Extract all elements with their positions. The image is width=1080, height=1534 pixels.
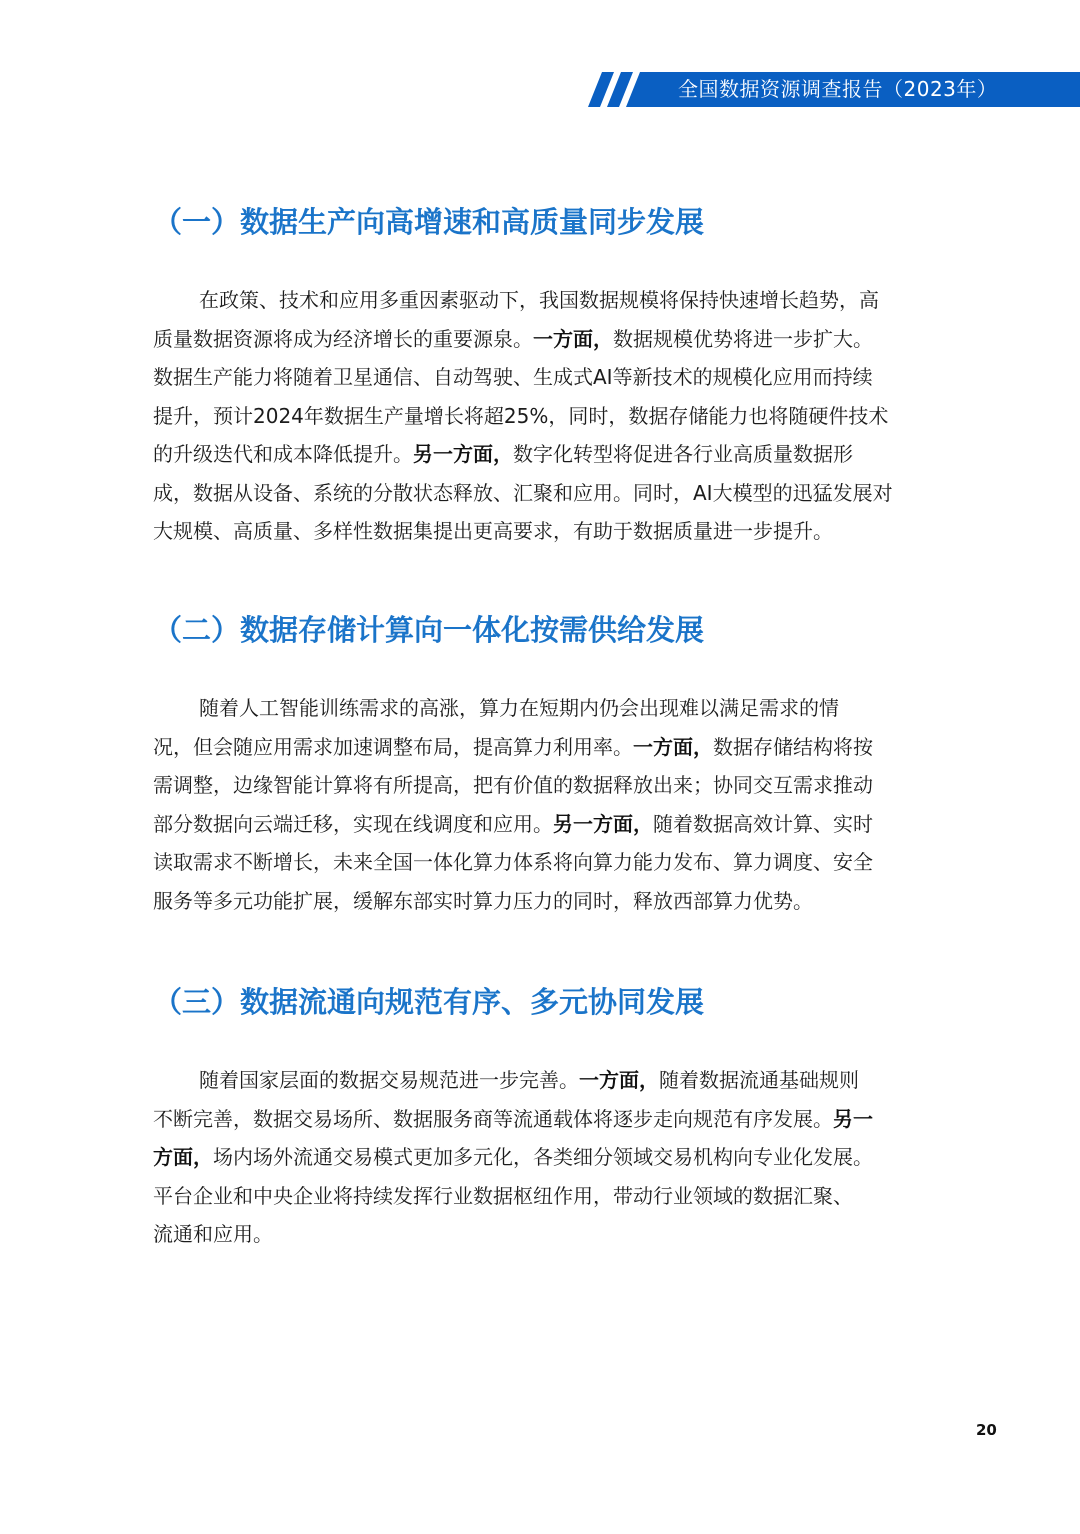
paragraph-line	[153, 1177, 933, 1216]
section-heading-2: （二）数据存储计算向一体化按需供给发展	[153, 613, 705, 647]
paragraph-line	[153, 689, 933, 728]
text-run: 数据规模优势将进一步扩大。	[613, 326, 873, 351]
text-run: 读取需求不断增长，未来全国一体化算力体系将向算力能力发布、算力调度、安全	[153, 850, 873, 874]
paragraph-line	[153, 1215, 933, 1254]
text-run: 数据生产能力将随着卫星通信、自动驾驶、生成式AI等新技术的规模化应用而持续	[153, 365, 873, 389]
text-run: 不断完善，数据交易场所、数据服务商等流通载体将逐步走向规范有序发展。	[153, 1106, 833, 1131]
text-run: 数据存储结构将按	[713, 734, 873, 759]
text-run: 随着人工智能训练需求的高涨，算力在短期内仍会出现难以满足需求的情	[199, 696, 839, 720]
text-run: 在政策、技术和应用多重因素驱动下，我国数据规模将保持快速增长趋势，高	[199, 288, 879, 312]
section-paragraph	[153, 1061, 933, 1254]
paragraph-line	[153, 281, 933, 320]
paragraph-line	[153, 728, 933, 767]
paragraph-line	[153, 1061, 933, 1100]
text-run: 数字化转型将促进各行业高质量数据形	[513, 442, 853, 466]
bold-emphasis: 另一方面，	[413, 442, 513, 466]
text-run: 的升级迭代和成本降低提升。	[153, 442, 413, 466]
text-run: 况，但会随应用需求加速调整布局，提高算力利用率。	[153, 734, 633, 759]
text-run: 质量数据资源将成为经济增长的重要源泉。	[153, 326, 533, 351]
paragraph-line	[153, 843, 933, 882]
text-run: 需调整，边缘智能计算将有所提高，把有价值的数据释放出来；协同交互需求推动	[153, 773, 873, 797]
bold-emphasis: 一方面，	[579, 1068, 659, 1092]
text-run: 平台企业和中央企业将持续发挥行业数据枢纽作用，带动行业领域的数据汇聚、	[153, 1183, 853, 1208]
section-paragraph	[153, 689, 933, 920]
paragraph-line	[153, 474, 933, 513]
paragraph-line	[153, 805, 933, 844]
section-heading-1: （一）数据生产向高增速和高质量同步发展	[153, 205, 705, 239]
text-run: 成，数据从设备、系统的分散状态释放、汇聚和应用。同时，AI大模型的迅猛发展对	[153, 480, 893, 505]
text-run: 场内场外流通交易模式更加多元化，各类细分领域交易机构向专业化发展。	[213, 1145, 873, 1169]
paragraph-line	[153, 882, 933, 921]
bold-emphasis: 另一方面，	[553, 811, 653, 836]
bold-emphasis: 一方面，	[533, 326, 613, 351]
bold-emphasis: 一方面，	[633, 734, 713, 759]
text-run: 流通和应用。	[153, 1222, 273, 1246]
text-run: 大规模、高质量、多样性数据集提出更高要求，有助于数据质量进一步提升。	[153, 519, 833, 543]
text-run: 随着数据高效计算、实时	[653, 811, 873, 836]
section-heading-3: （三）数据流通向规范有序、多元协同发展	[153, 985, 705, 1019]
report-title: 全国数据资源调查报告（2023年）	[678, 77, 998, 101]
text-run: 随着数据流通基础规则	[659, 1068, 859, 1092]
text-run: 服务等多元功能扩展，缓解东部实时算力压力的同时，释放西部算力优势。	[153, 888, 813, 913]
paragraph-line	[153, 512, 933, 551]
bold-emphasis: 另一	[833, 1106, 873, 1131]
text-run: 部分数据向云端迁移，实现在线调度和应用。	[153, 811, 553, 836]
bold-emphasis: 方面，	[153, 1145, 213, 1169]
paragraph-line	[153, 397, 933, 436]
section-paragraph	[153, 281, 933, 551]
paragraph-line	[153, 1138, 933, 1177]
paragraph-line	[153, 1100, 933, 1139]
paragraph-line	[153, 320, 933, 359]
text-run: 提升，预计2024年数据生产量增长将超25%，同时，数据存储能力也将随硬件技术	[153, 403, 889, 428]
text-run: 随着国家层面的数据交易规范进一步完善。	[199, 1068, 579, 1092]
paragraph-line	[153, 766, 933, 805]
page-number: 20	[976, 1421, 997, 1439]
paragraph-line	[153, 358, 933, 397]
paragraph-line	[153, 435, 933, 474]
